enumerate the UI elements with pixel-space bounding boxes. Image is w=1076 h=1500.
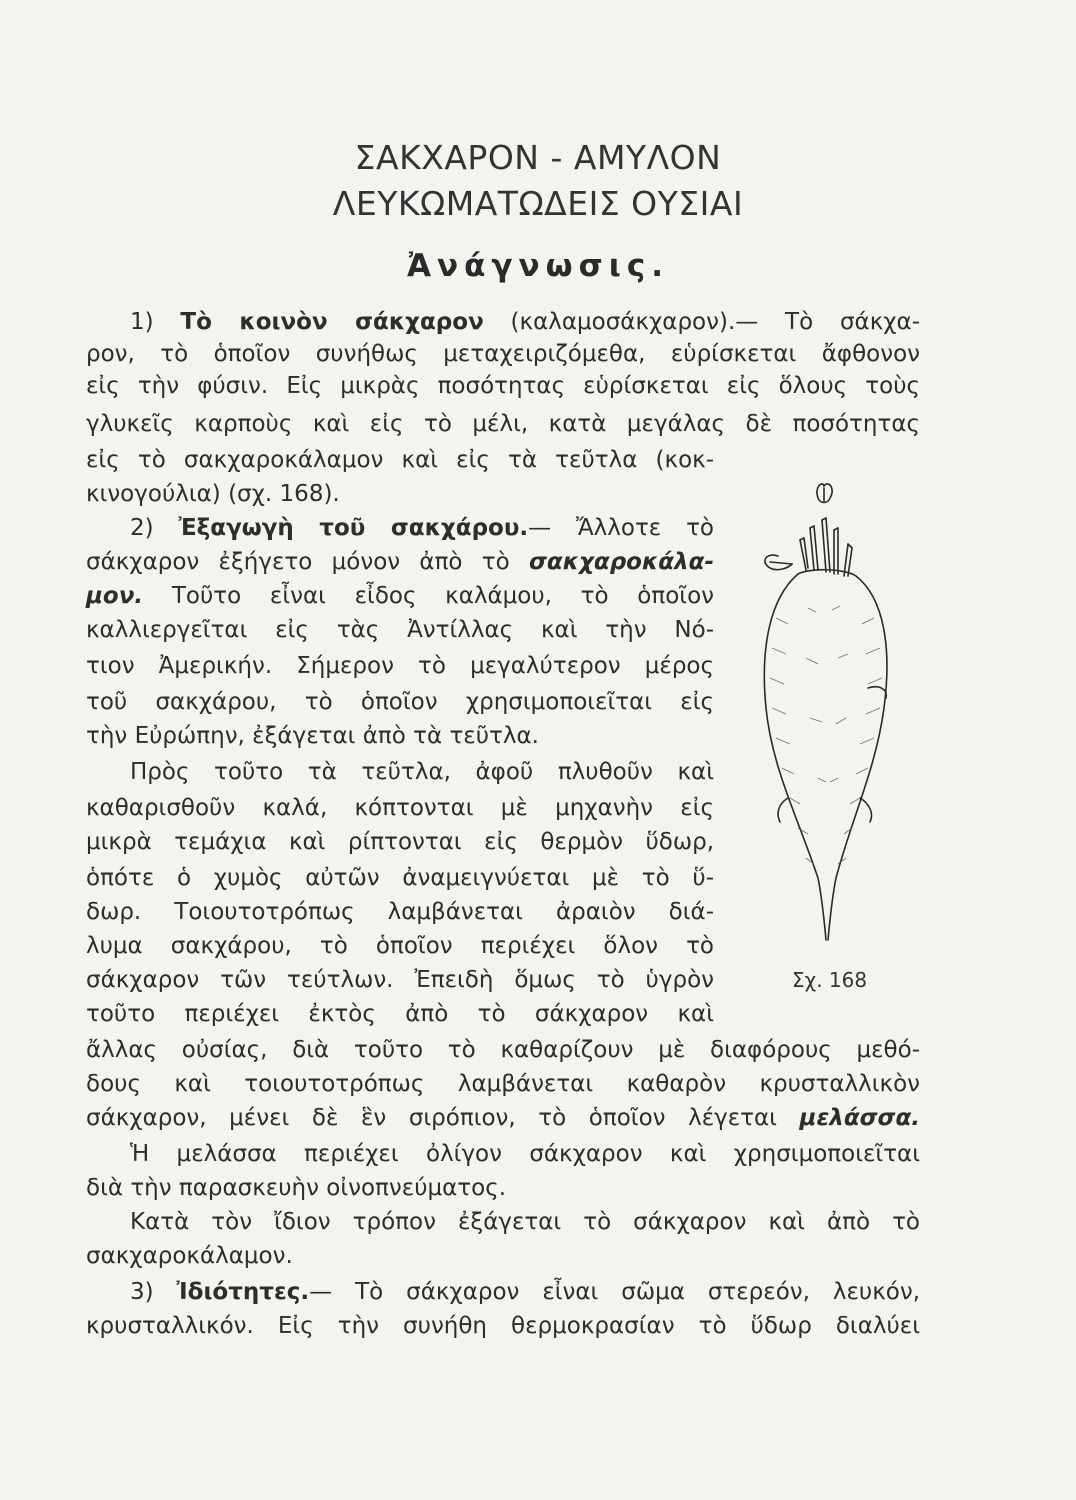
section-subtitle: Ἀνάγνωσις. (407, 248, 669, 284)
text-line: ρον, τὸ ὁποῖον συνήθως μεταχειριζόμεθα, εὑρίσκεται ἄφθονον (86, 341, 920, 367)
text-line: λυμα σακχάρου, τὸ ὁποῖον περιέχει ὅλον τὸ (86, 933, 714, 959)
text-line: δωρ. Τοιουτοτρόπως λαμβάνεται ἀραιὸν διά- (86, 899, 714, 925)
chapter-title-line-2: ΛΕΥΚΩΜΑΤΩΔΕΙΣ ΟΥΣΙΑΙ (332, 184, 744, 223)
figure-caption: Σχ. 168 (792, 968, 868, 992)
text-line: μον. Τοῦτο εἶναι εἶδος καλάμου, τὸ ὁποῖον (86, 583, 714, 609)
sugar-beet-illustration (748, 478, 898, 958)
text-line: καλλιεργεῖται εἰς τὰς Ἀντίλλας καὶ τὴν Νό- (86, 617, 714, 643)
text-line: Κατὰ τὸν ἴδιον τρόπον ἐξάγεται τὸ σάκχαρον καὶ ἀπὸ τὸ (130, 1209, 920, 1235)
text-line: τιον Ἀμερικήν. Σήμερον τὸ μεγαλύτερον μέρος (86, 653, 714, 679)
text-line: σακχαροκάλαμον. (86, 1243, 293, 1269)
text-line: κινογούλια) (σχ. 168). (86, 481, 340, 507)
text-line: 2) Ἐξαγωγὴ τοῦ σακχάρου.— Ἄλλοτε τὸ (130, 515, 714, 541)
text-line: τοῦτο περιέχει ἐκτὸς ἀπὸ τὸ σάκχαρον καὶ (86, 1001, 714, 1027)
text-line: δους καὶ τοιουτοτρόπως λαμβάνεται καθαρὸν κρυσταλλικὸν (86, 1071, 920, 1097)
text-line: τὴν Εὐρώπην, ἐξάγεται ἀπὸ τὰ τεῦτλα. (86, 723, 539, 749)
text-line: εἰς τὸ σακχαροκάλαμον καὶ εἰς τὰ τεῦτλα (κοκ- (86, 447, 714, 473)
text-line: εἰς τὴν φύσιν. Εἰς μικρὰς ποσότητας εὑρίσκεται εἰς ὅλους τοὺς (86, 373, 920, 399)
text-line: 3) Ἰδιότητες.— Τὸ σάκχαρον εἶναι σῶμα στερεόν, λευκόν, (130, 1279, 921, 1305)
text-line: σάκχαρον, μένει δὲ ἓν σιρόπιον, τὸ ὁποῖον λέγεται μελάσσα. (86, 1105, 920, 1131)
text-line: γλυκεῖς καρποὺς καὶ εἰς τὸ μέλι, κατὰ μεγάλας δὲ ποσότητας (86, 411, 920, 437)
text-line: διὰ τὴν παρασκευὴν οἰνοπνεύματος. (86, 1175, 507, 1201)
text-line: σάκχαρον ἐξήγετο μόνον ἀπὸ τὸ σακχαροκάλα- (86, 549, 714, 575)
text-line: καθαρισθοῦν καλά, κόπτονται μὲ μηχανὴν εἰς (86, 795, 714, 821)
text-line: μικρὰ τεμάχια καὶ ρίπτονται εἰς θερμὸν ὕδωρ, (86, 829, 714, 855)
chapter-title-line-1: ΣΑΚΧΑΡΟΝ - ΑΜΥΛΟΝ (354, 138, 722, 177)
text-line: σάκχαρον τῶν τεύτλων. Ἐπειδὴ ὅμως τὸ ὑγρὸν (86, 967, 714, 993)
text-line: Ἡ μελάσσα περιέχει ὀλίγον σάκχαρον καὶ χρησιμοποιεῖται (130, 1141, 920, 1167)
text-line: Πρὸς τοῦτο τὰ τεῦτλα, ἀφοῦ πλυθοῦν καὶ (130, 759, 714, 785)
text-line: 1) Τὸ κοινὸν σάκχαρον (καλαμοσάκχαρον).— Τὸ σάκχα- (130, 309, 920, 335)
text-line: ἄλλας οὐσίας, διὰ τοῦτο τὸ καθαρίζουν μὲ διαφόρους μεθό- (86, 1037, 920, 1063)
text-line: ὁπότε ὁ χυμὸς αὐτῶν ἀναμειγνύεται μὲ τὸ ὕ- (86, 865, 714, 891)
text-line: τοῦ σακχάρου, τὸ ὁποῖον χρησιμοποιεῖται εἰς (86, 689, 714, 715)
text-line: κρυσταλλικόν. Εἰς τὴν συνήθη θερμοκρασίαν τὸ ὕδωρ διαλύει (86, 1313, 920, 1339)
